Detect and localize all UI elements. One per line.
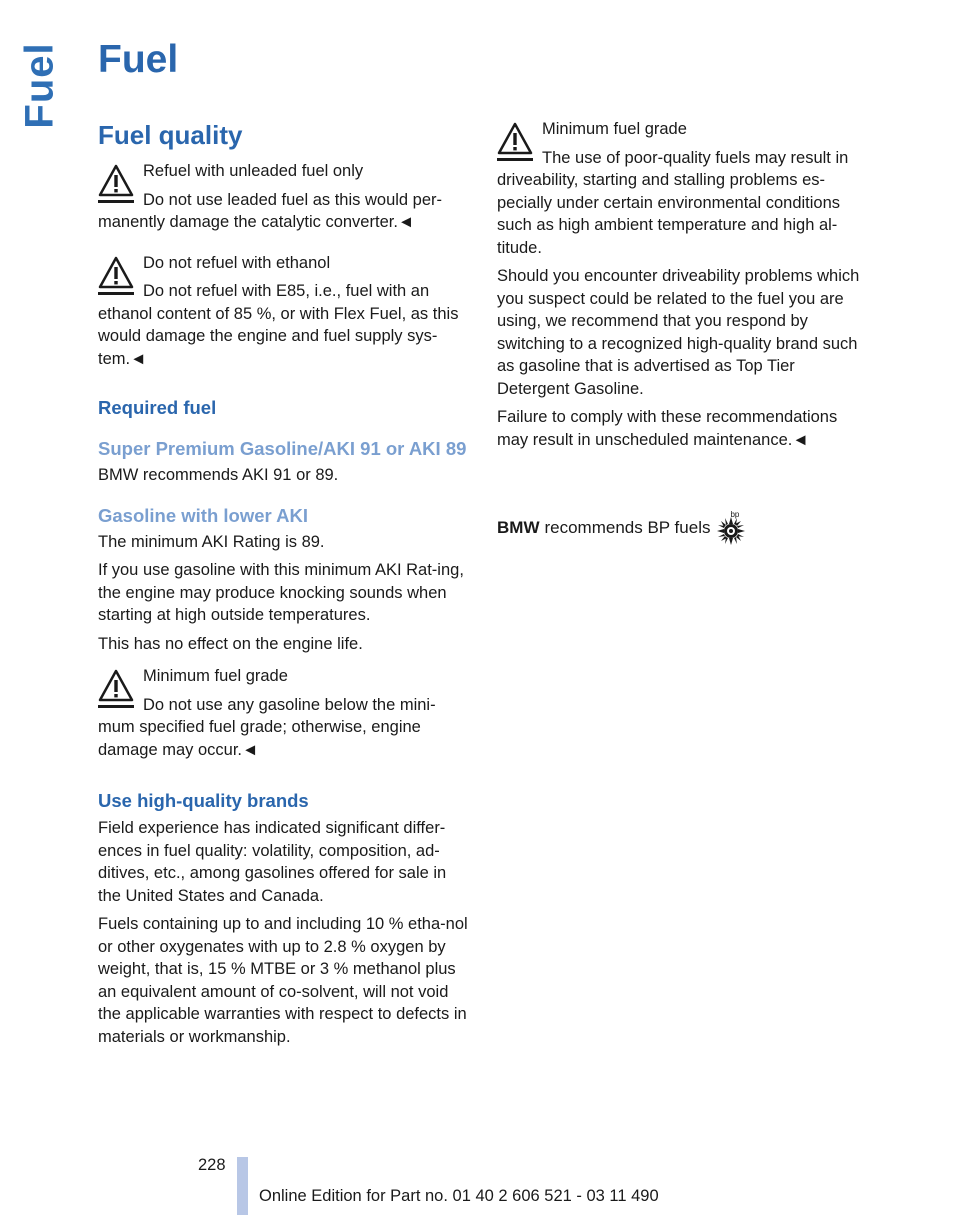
footer-bar — [237, 1157, 248, 1215]
paragraph-should-you: Should you encounter driveability problems which you suspect could be related to the fuel you are using, we recommend that you respond by switching to a recognized high-quality brand such as gasoline that is advertised as Top Tier Detergent Gasoline. — [497, 267, 860, 398]
warning-triangle-icon — [497, 122, 533, 161]
warning-title: Do not refuel with ethanol — [143, 253, 331, 272]
warning-body: Do not use any gasoline below the mini-mum specified fuel grade; otherwise, engine damage may occur.◄ — [98, 695, 436, 759]
warning-unleaded — [98, 160, 470, 234]
warning-triangle-icon — [98, 669, 134, 708]
paragraph-fuels-containing: Fuels containing up to and including 10 % etha-nol or other oxygenates with up to 2.8 % oxygen by weight, that is, 15 % MTBE or 3 % methanol plus an equivalent amount of co-solvent, will not void the applicable warranties with respect to defects in materials or workmanship. — [98, 915, 468, 1046]
warning-body: Do not refuel with E85, i.e., fuel with an ethanol content of 85 %, or with Flex Fuel, as this would damage the engine and fuel supply sys-tem.◄ — [98, 282, 459, 368]
bp-recommendation — [497, 512, 746, 544]
paragraph-failure: Failure to comply with these recommendations may result in unscheduled maintenance.◄ — [497, 408, 838, 449]
edition-text: Online Edition for Part no. 01 40 2 606 521 - 03 11 490 — [259, 1187, 659, 1205]
heading-lower-aki: Gasoline with lower AKI — [98, 504, 309, 526]
bp-helios-logo-icon — [716, 512, 746, 544]
page-title: Fuel — [98, 38, 179, 81]
side-tab-label: Fuel — [17, 41, 62, 129]
warning-triangle-icon — [98, 256, 134, 295]
warning-minimum-grade — [98, 665, 470, 761]
heading-high-quality-brands: Use high-quality brands — [98, 790, 309, 811]
paragraph-no-effect: This has no effect on the engine life. — [98, 634, 363, 653]
warning-body: The use of poor-quality fuels may result in driveability, starting and stalling problems es-pecially under certain environmental conditions such as high ambient temperature and high al-titude. — [497, 148, 849, 257]
heading-super-premium: Super Premium Gasoline/AKI 91 or AKI 89 — [98, 438, 467, 459]
paragraph-knocking: If you use gasoline with this minimum AKI Rat-ing, the engine may produce knocking sounds when starting at high outside temperatures. — [98, 561, 464, 624]
paragraph-bmw-recommends: BMW recommends AKI 91 or 89. — [98, 466, 339, 484]
bp-logo-text: bp — [730, 510, 740, 519]
right-column — [497, 118, 869, 457]
warning-title: Minimum fuel grade — [143, 667, 288, 685]
warning-triangle-icon — [98, 164, 134, 203]
page-number: 228 — [198, 1156, 226, 1174]
warning-title: Minimum fuel grade — [542, 120, 687, 138]
side-tab — [18, 40, 62, 130]
heading-required-fuel: Required fuel — [98, 397, 217, 418]
bp-recommendation-text: recommends BP fuels — [544, 518, 711, 537]
paragraph-field-experience: Field experience has indicated significant differ-ences in fuel quality: volatility, composition, ad-ditives, etc., among gasolines offered for sale in the United States and Canada. — [98, 819, 447, 905]
warning-poor-quality — [497, 118, 869, 259]
left-column — [98, 118, 470, 1054]
warning-body: Do not use leaded fuel as this would per-manently damage the catalytic converter.◄ — [98, 190, 443, 231]
warning-title: Refuel with unleaded fuel only — [143, 162, 364, 180]
section-title-fuel-quality: Fuel quality — [98, 120, 243, 150]
bmw-brand-text: BMW — [497, 518, 540, 537]
paragraph-min-aki: The minimum AKI Rating is 89. — [98, 532, 325, 551]
warning-ethanol — [98, 252, 470, 371]
